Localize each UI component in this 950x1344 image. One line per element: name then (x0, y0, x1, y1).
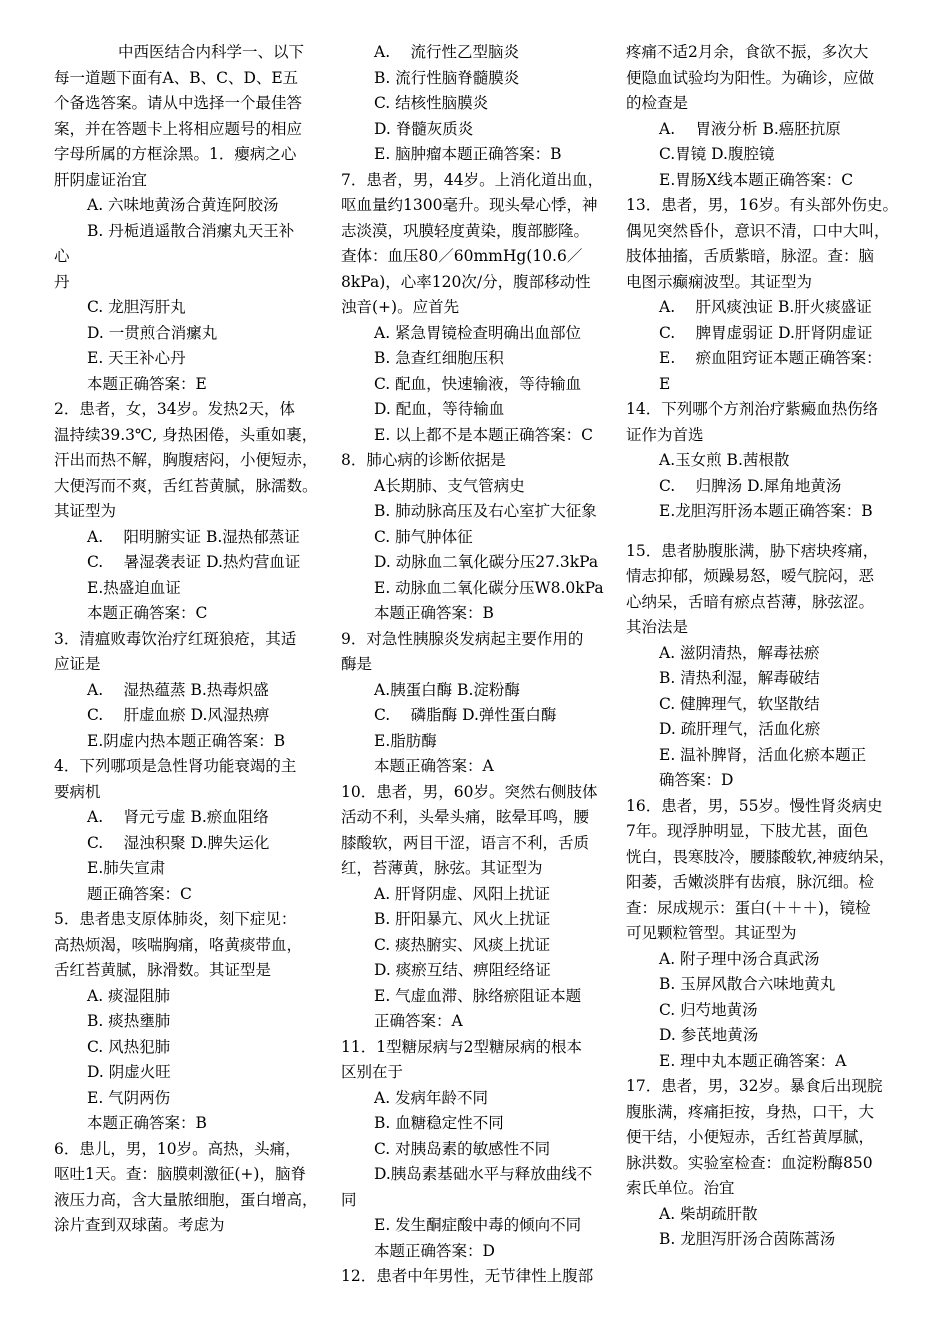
option-line: A. 肾元亏虚 B.瘀血阻络 (87, 808, 269, 826)
text-line: 呕血量约1300毫升。现头晕心悸，神 (341, 196, 598, 214)
text-line: 6．患儿，男，10岁。高热，头痛， (54, 1139, 301, 1158)
text-line: 膝酸软，两目干涩，语言不利，舌质 (341, 833, 590, 852)
text-line: 字母所属的方框涂黑。1．瘿病之心 (54, 145, 297, 163)
option-line: B. 血糖稳定性不同 (374, 1114, 504, 1132)
text-line: 同 (341, 1190, 357, 1209)
option-line: E.阴虚内热本题正确答案：B (87, 731, 286, 750)
option-line: B. 龙胆泻肝汤合茵陈蒿汤 (659, 1230, 836, 1248)
option-line: C. 配血，快速输液，等待输血 (374, 374, 582, 393)
answer-line: 本题正确答案：B (374, 604, 494, 622)
text-line: 其治法是 (626, 618, 689, 636)
option-line: D. 痰瘀互结、痹阻经络证 (374, 961, 551, 979)
option-line: A. 紧急胃镜检查明确出血部位 (374, 323, 582, 342)
option-line: E. 天王补心丹 (87, 349, 186, 367)
text-line: 高热烦渴，咳喘胸痛，咯黄痰带血， (54, 935, 303, 954)
option-line: A. 滋阴清热，解毒祛瘀 (659, 643, 820, 662)
text-line: 7．患者，男，44岁。上消化道出血， (341, 170, 604, 189)
option-line: D. 一贯煎合消瘰丸 (87, 323, 218, 342)
option-line: C. 脾胃虚弱证 D.肝肾阴虚证 (659, 323, 873, 342)
text-column-1 (54, 40, 332, 1239)
text-line: 12．患者中年男性，无节律性上腹部 (341, 1267, 594, 1285)
text-line: 便隐血试验均为阳性。为确诊，应做 (626, 68, 875, 87)
answer-line: 本题正确答案：E (87, 374, 207, 393)
text-line: 应证是 (54, 655, 101, 673)
text-line: 5．患者患支原体肺炎，刻下症见： (54, 910, 297, 928)
text-line: 便干结，小便短赤，舌红苔黄厚腻， (626, 1128, 875, 1146)
option-line: A. 六味地黄汤合黄连阿胶汤 (87, 196, 279, 214)
text-line: 个备选答案。请从中选择一个最佳答 (54, 94, 303, 112)
option-line: E. 温补脾肾，活血化瘀本题正 (659, 745, 867, 764)
answer-line: 正确答案：A (374, 1012, 463, 1030)
text-line: 案，并在答题卡上将相应题号的相应 (54, 119, 303, 138)
option-line: E.肺失宣肃 (87, 859, 166, 877)
text-line: 13．患者，男，16岁。有头部外伤史。 (626, 196, 898, 214)
text-line: 每一道题下面有A、B、C、D、E五 (54, 68, 299, 87)
text-line: 9．对急性胰腺炎发病起主要作用的 (341, 629, 584, 648)
text-line: 偶见突然昏仆，意识不清，口中大叫， (626, 221, 890, 240)
option-line: E. 气虚血滞、脉络瘀阻证本题 (374, 986, 582, 1005)
option-line: C. 龙胆泻肝丸 (87, 298, 186, 316)
text-line: 呕吐1天。查：脑膜刺激征(+)，脑脊 (54, 1165, 306, 1183)
text-line: 2．患者，女，34岁。发热2天，体 (54, 400, 295, 418)
option-line: A. 胃液分析 B.癌胚抗原 (659, 119, 841, 138)
text-line: 查：尿成规示：蛋白(＋＋＋)，镜检 (626, 898, 871, 917)
text-line: 大便泻而不爽，舌红苔黄腻，脉濡数。 (54, 476, 318, 495)
text-line: 其证型为 (54, 502, 117, 520)
option-line: A.玉女煎 B.茜根散 (659, 451, 790, 469)
option-line: B. 玉屏风散合六味地黄丸 (659, 975, 836, 993)
option-line: A. 发病年龄不同 (374, 1088, 489, 1107)
option-line: C. 湿浊积聚 D.脾失运化 (87, 833, 270, 852)
option-line: D. 参芪地黄汤 (659, 1026, 759, 1044)
option-line: C. 归脾汤 D.犀角地黄汤 (659, 476, 842, 495)
text-line: 8kPa)，心率120次/分，腹部移动性 (341, 272, 591, 291)
text-line: 心 (54, 247, 70, 265)
option-line: B. 流行性脑脊髓膜炎 (374, 68, 520, 87)
text-line: 10．患者，男，60岁。突然右侧肢体 (341, 782, 598, 801)
answer-line: 本题正确答案：C (87, 604, 208, 622)
option-line: C. 暑湿袭表证 D.热灼营血证 (87, 553, 301, 571)
text-line: 涂片查到双球菌。考虑为 (54, 1216, 225, 1234)
text-line: 17．患者，男，32岁。暴食后出现脘 (626, 1077, 883, 1095)
option-line: E.脂肪酶 (374, 731, 437, 750)
option-line: B. 急查红细胞压积 (374, 349, 504, 367)
text-line: 恍白，畏寒肢冷，腰膝酸软,神疲纳呆， (626, 847, 895, 866)
text-line: 3．清瘟败毒饮治疗红斑狼疮，其适 (54, 629, 297, 648)
answer-line: 确答案：D (659, 771, 734, 789)
text-line: 肢体抽搐，舌质紫暗，脉涩。查：脑 (626, 247, 875, 265)
option-line: D. 动脉血二氧化碳分压27.3kPa (374, 553, 599, 571)
option-line: B. 清热利湿，解毒破结 (659, 669, 820, 687)
option-line: D.胰岛素基础水平与释放曲线不 (374, 1165, 593, 1183)
text-line: 阳萎，舌嫩淡胖有齿痕，脉沉细。检 (626, 873, 875, 891)
option-line: E. 以上都不是本题正确答案：C (374, 425, 594, 444)
text-line: 志淡漠，巩膜轻度黄染，腹部膨隆。 (341, 221, 590, 240)
option-line: A长期肺、支气管病史 (374, 476, 525, 495)
text-line: 的检查是 (626, 94, 689, 112)
text-line: 汗出而热不解，胸腹痞闷，小便短赤， (54, 451, 318, 469)
option-line: E. 理中丸本题正确答案：A (659, 1051, 847, 1070)
text-line: 16．患者，男，55岁。慢性肾炎病史 (626, 796, 883, 815)
option-line: C. 结核性脑膜炎 (374, 94, 489, 112)
option-line: E. 瘀血阻窍证本题正确答案： (659, 349, 882, 367)
text-line: 14．下列哪个方剂治疗紫癜血热伤络 (626, 400, 879, 418)
option-line: C. 肺气肿体征 (374, 527, 473, 546)
text-line: 温持续39.3℃, 身热困倦，头重如裹， (54, 425, 318, 444)
text-line: 15．患者胁腹胀满，胁下痞块疼痛， (626, 541, 879, 560)
option-line: B. 丹栀逍遥散合消瘰丸天王补 (87, 221, 295, 240)
option-line: D. 疏肝理气，活血化瘀 (659, 720, 821, 738)
text-line: 电图示癫痫波型。其证型为 (626, 272, 813, 291)
text-line: 4．下列哪项是急性肾功能衰竭的主 (54, 757, 297, 775)
text-line: 可见颗粒管型。其证型为 (626, 924, 797, 942)
option-line: D. 脊髓灰质炎 (374, 119, 474, 138)
text-line: 红，苔薄黄，脉弦。其证型为 (341, 859, 543, 877)
answer-line: E (659, 374, 671, 393)
option-line: C. 磷脂酶 D.弹性蛋白酶 (374, 706, 557, 724)
option-line: C. 肝虚血瘀 D.风湿热痹 (87, 706, 270, 724)
text-line: 疼痛不适2月余，食欲不振，多次大 (626, 43, 869, 61)
answer-line: 题正确答案：C (87, 884, 192, 903)
text-line: 情志抑郁，烦躁易怒，嗳气脘闷，恶 (626, 567, 875, 585)
text-line: 中西医结合内科学一、以下 (118, 43, 305, 61)
text-column-3 (626, 40, 908, 1253)
text-line: 证作为首选 (626, 425, 704, 444)
text-line: 8．肺心病的诊断依据是 (341, 451, 506, 469)
option-line: A. 肝肾阴虚、风阳上扰证 (374, 884, 551, 903)
option-line: E.热盛迫血证 (87, 578, 181, 597)
text-line: 肝阴虚证治宜 (54, 170, 148, 189)
option-line: A. 附子理中汤合真武汤 (659, 949, 820, 968)
option-line: A. 阳明腑实证 B.湿热郁蒸证 (87, 527, 300, 546)
text-line: 索氏单位。治宜 (626, 1179, 735, 1197)
option-line: D. 阴虚火旺 (87, 1063, 171, 1081)
option-line: C. 对胰岛素的敏感性不同 (374, 1139, 551, 1158)
answer-line: 本题正确答案：D (374, 1241, 495, 1260)
option-line: C. 风热犯肺 (87, 1037, 171, 1056)
option-line: E. 动脉血二氧化碳分压W8.0kPa (374, 578, 604, 597)
option-line: E. 气阴两伤 (87, 1088, 171, 1107)
option-line: A. 柴胡疏肝散 (659, 1204, 758, 1223)
option-line: C. 痰热腑实、风痰上扰证 (374, 935, 551, 954)
option-line: B. 肝阳暴亢、风火上扰证 (374, 910, 551, 928)
option-line: A. 湿热蕴蒸 B.热毒炽盛 (87, 680, 269, 699)
option-line: A.胰蛋白酶 B.淀粉酶 (374, 680, 520, 699)
option-line: C. 健脾理气，软坚散结 (659, 694, 820, 713)
option-line: E. 脑肿瘤本题正确答案：B (374, 145, 562, 163)
text-line: 液压力高，含大量脓细胞，蛋白增高， (54, 1190, 318, 1209)
option-line: E. 发生酮症酸中毒的倾向不同 (374, 1216, 582, 1234)
option-line: A. 痰湿阻肺 (87, 986, 171, 1005)
option-line: A. 流行性乙型脑炎 (374, 43, 520, 61)
option-line: C. 归芍地黄汤 (659, 1000, 758, 1019)
option-line: E.龙胆泻肝汤本题正确答案：B (659, 502, 873, 520)
answer-line: 本题正确答案：B (87, 1114, 207, 1132)
option-line: C.胃镜 D.腹腔镜 (659, 145, 775, 163)
text-line: 脉洪数。实验室检查：血淀粉酶850 (626, 1153, 873, 1172)
option-line: B. 肺动脉高压及右心室扩大征象 (374, 502, 597, 520)
text-line: 查体：血压80／60mmHg(10.6／ (341, 247, 583, 265)
text-column-2 (341, 40, 619, 1290)
text-line: 舌红苔黄腻，脉滑数。其证型是 (54, 961, 272, 979)
option-line: E.胃肠X线本题正确答案：C (659, 170, 854, 189)
text-line: 丹 (54, 272, 70, 291)
text-line: 腹胀满，疼痛拒按，身热，口干，大 (626, 1102, 875, 1121)
text-line: 心纳呆，舌暗有瘀点苔薄，脉弦涩。 (626, 592, 875, 611)
option-line: B. 痰热壅肺 (87, 1012, 171, 1030)
text-line: 酶是 (341, 655, 373, 673)
text-line: 区别在于 (341, 1063, 404, 1081)
text-line: 11．1型糖尿病与2型糖尿病的根本 (341, 1037, 582, 1056)
answer-line: 本题正确答案：A (374, 757, 494, 775)
option-line: A. 肝风痰浊证 B.肝火痰盛证 (659, 298, 872, 316)
text-line: 要病机 (54, 782, 101, 801)
text-line: 活动不利，头晕头痛，眩晕耳鸣，腰 (341, 808, 590, 826)
option-line: D. 配血，等待输血 (374, 400, 505, 418)
text-line: 7年。现浮肿明显，下肢尤甚，面色 (626, 822, 869, 840)
text-line: 浊音(+)。应首先 (341, 298, 460, 316)
